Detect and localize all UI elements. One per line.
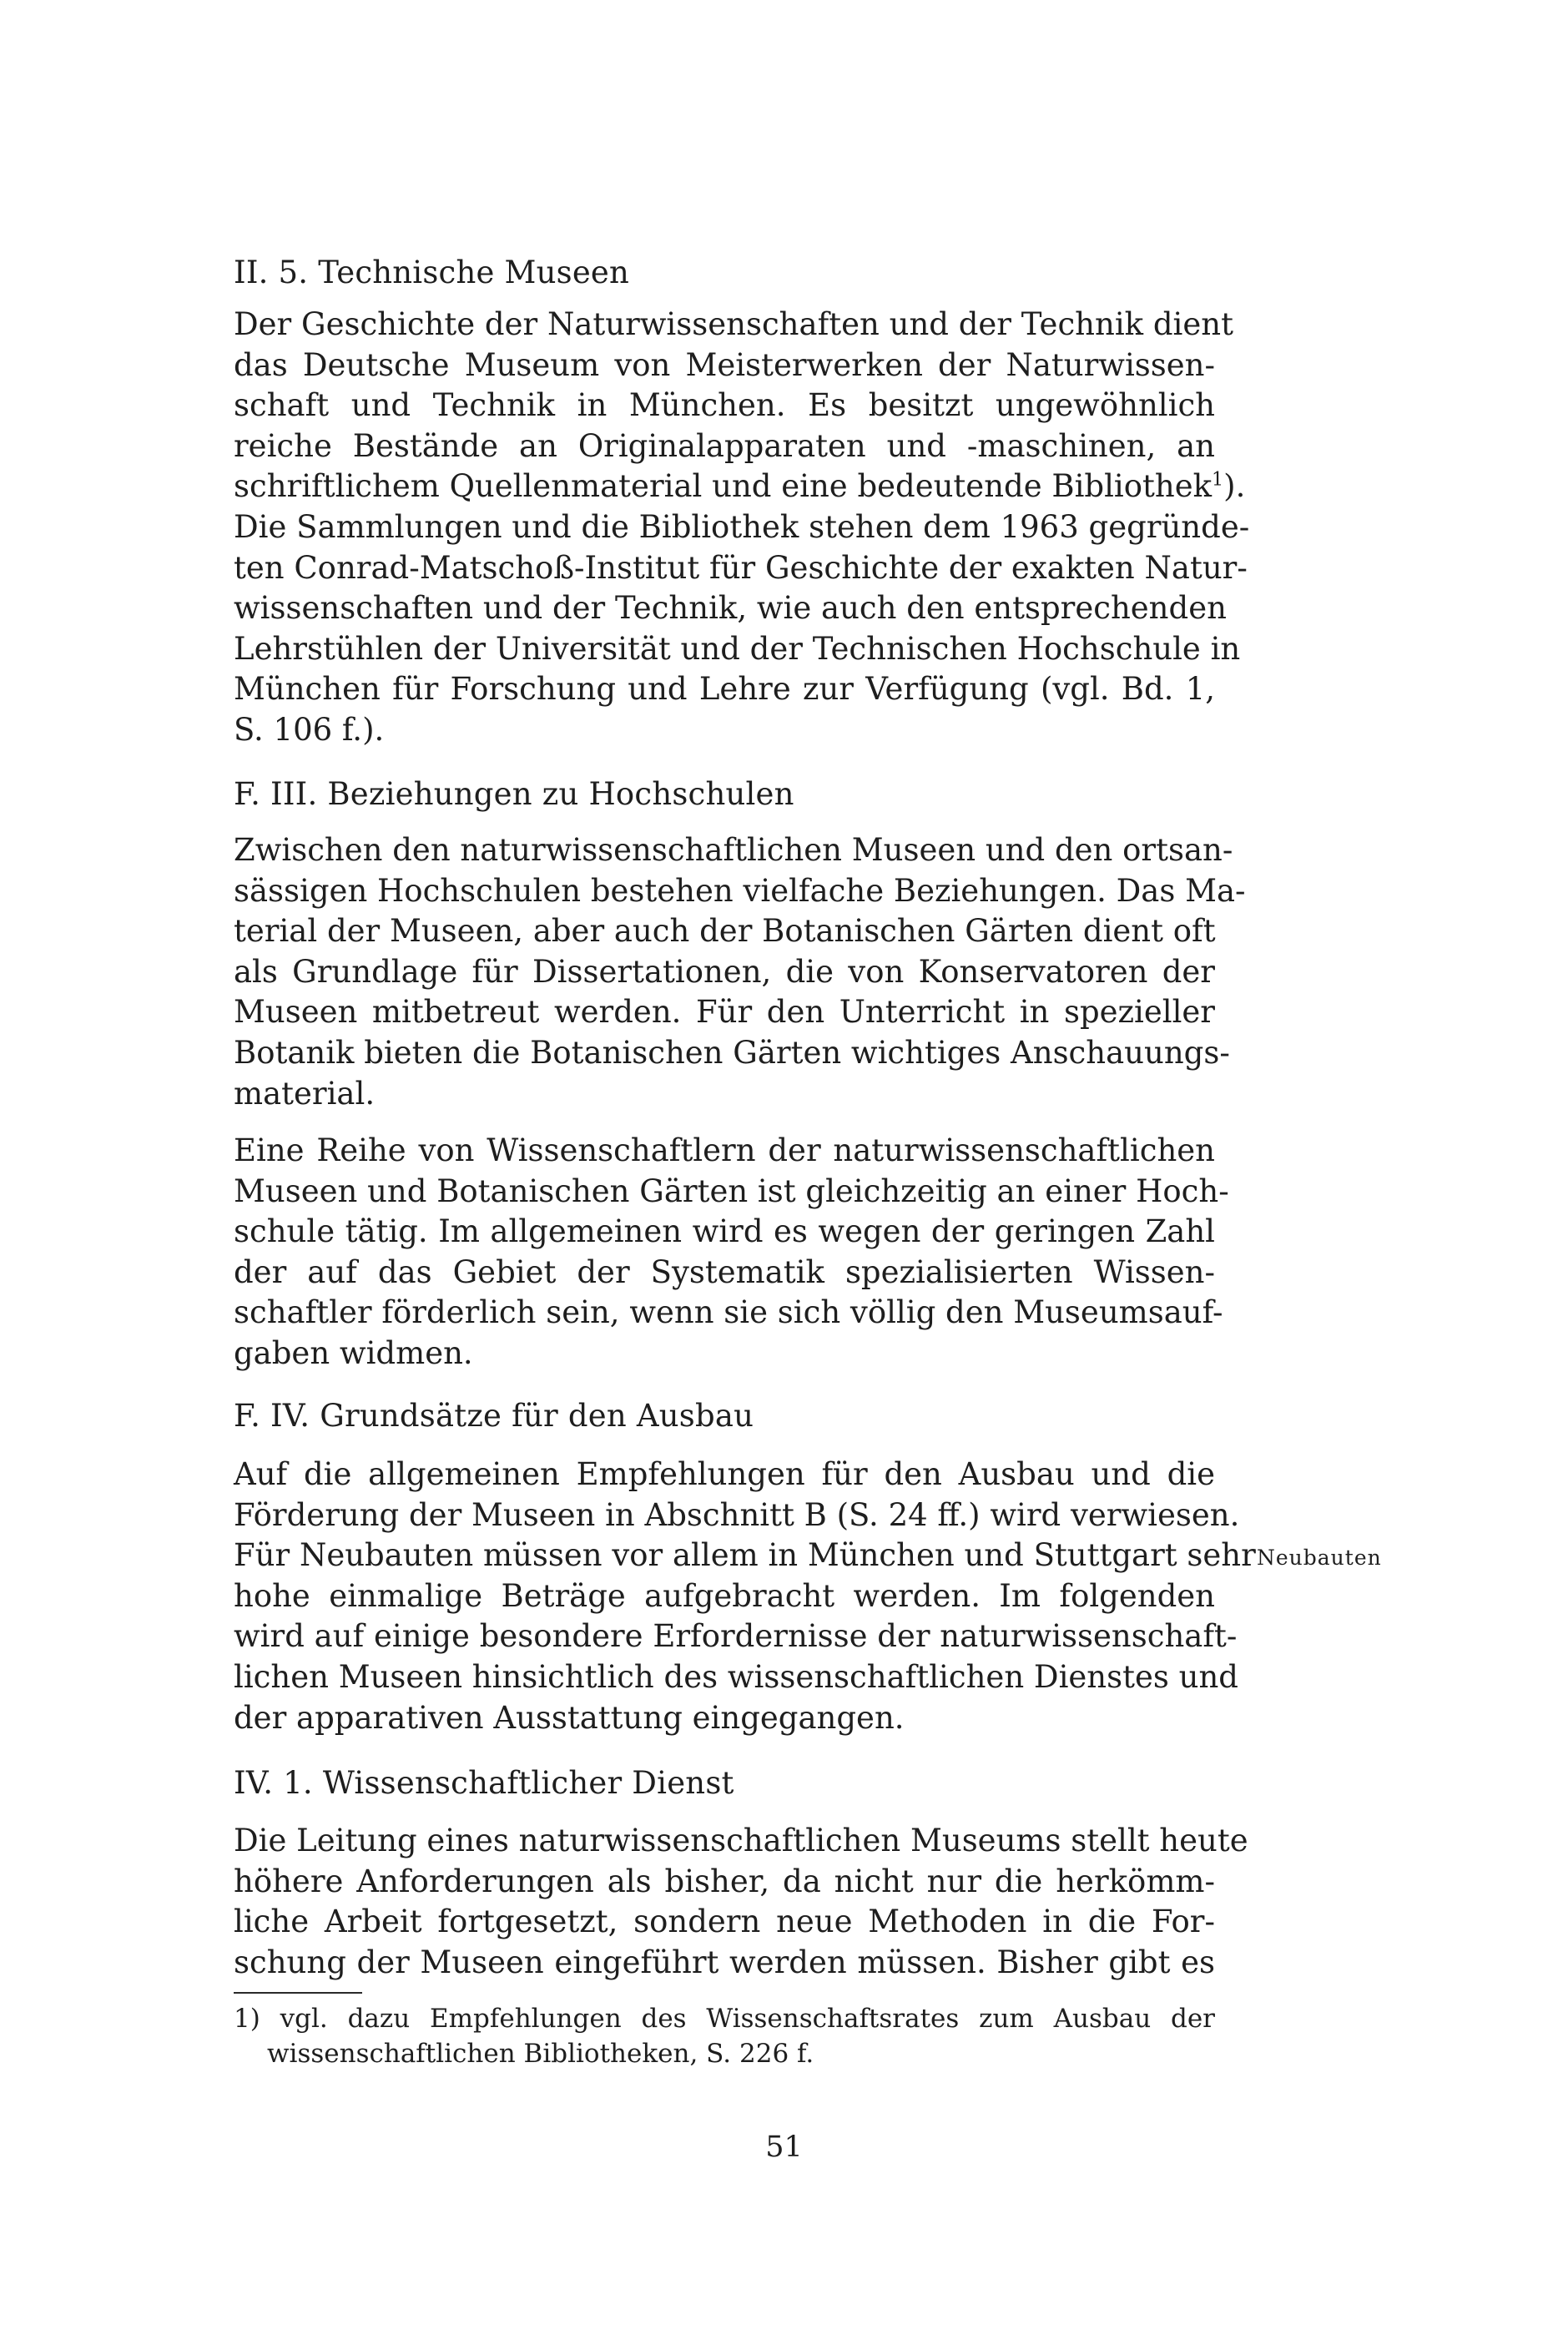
text-line: reiche Bestände an Originalapparaten und -maschinen, an [234,427,1215,464]
text-line: lichen Museen hinsichtlich des wissenschaftlichen Dienstes und [234,1658,1238,1695]
text-line: Botanik bieten die Botanischen Gärten wichtiges Anschauungs- [234,1034,1230,1071]
footnote [234,2001,1215,2071]
text-line: München für Forschung und Lehre zur Verfügung (vgl. Bd. 1, [234,671,1215,708]
text-line: Der Geschichte der Naturwissenschaften und der Technik dient [234,306,1233,342]
page-number: 51 [765,2131,803,2164]
text-line: Auf die allgemeinen Empfehlungen für den Ausbau und die [234,1456,1215,1492]
paragraph-wissenschaftlicher-dienst [234,1821,1248,1983]
section-heading-technische-museen: II. 5. Technische Museen [234,255,630,290]
section-heading-grundsaetze-fuer-den-ausbau: F. IV. Grundsätze für den Ausbau [234,1398,754,1434]
paragraph-technische-museen [234,305,1250,751]
text-line-with-footnote-ref [234,466,1246,507]
section-heading-beziehungen-zu-hochschulen: F. III. Beziehungen zu Hochschulen [234,776,794,812]
text-line: liche Arbeit fortgesetzt, sondern neue Methoden in die For- [234,1904,1215,1940]
text-line: Eine Reihe von Wissenschaftlern der naturwissenschaftlichen [234,1132,1215,1168]
text-line: Die Sammlungen und die Bibliothek stehen dem 1963 gegründe- [234,508,1250,545]
text-line: höhere Anforderungen als bisher, da nicht nur die herkömm- [234,1863,1215,1899]
footnote-line: wissenschaftlichen Bibliotheken, S. 226 f. [267,2039,814,2069]
text-line: wissenschaften und der Technik, wie auch den entsprechenden [234,590,1227,627]
text-line: schriftlichem Quellenmaterial und eine bedeutende Bibliothek [234,468,1213,505]
text-line: ten Conrad-Matschoß-Institut für Geschichte der exakten Natur- [234,549,1248,586]
text-line: sässigen Hochschulen bestehen vielfache Beziehungen. Das Ma- [234,872,1246,909]
text-line: Zwischen den naturwissenschaftlichen Museen und den ortsan- [234,832,1233,868]
text-line: schaftler förderlich sein, wenn sie sich völlig den Museumsauf- [234,1294,1223,1331]
text-line: Museen und Botanischen Gärten ist gleichzeitig an einer Hoch- [234,1172,1229,1209]
text-line: der apparativen Ausstattung eingegangen. [234,1699,905,1736]
text-line: das Deutsche Museum von Meisterwerken der Naturwissen- [234,346,1215,383]
paragraph-beziehungen-1 [234,830,1246,1114]
footnote-line [234,2001,1215,2036]
section-heading-wissenschaftlicher-dienst: IV. 1. Wissenschaftlicher Dienst [234,1765,734,1801]
text-line: als Grundlage für Dissertationen, die von Konservatoren der [234,953,1215,990]
footnote-divider [234,1992,362,1994]
footnote-ref-suffix: ). [1223,468,1246,505]
text-line: hohe einmalige Beträge aufgebracht werden. Im folgenden [234,1577,1215,1614]
footnote-text: vgl. dazu Empfehlungen des Wissenschaftsrates zum Ausbau der [280,2004,1215,2034]
marginal-note: Neubauten [1257,1546,1382,1570]
text-line: Lehrstühlen der Universität und der Technischen Hochschule in [234,630,1241,667]
text-line: wird auf einige besondere Erfordernisse der naturwissenschaft- [234,1618,1238,1655]
footnote-marker: 1) [234,2004,260,2034]
text-line: schule tätig. Im allgemeinen wird es wegen der geringen Zahl [234,1213,1215,1250]
text-line: schung der Museen eingeführt werden müssen. Bisher gibt es [234,1944,1215,1980]
text-line: schaft und Technik in München. Es besitzt ungewöhnlich [234,387,1215,424]
text-line: Für Neubauten müssen vor allem in München und Stuttgart sehr [234,1537,1256,1574]
text-line: der auf das Gebiet der Systematik spezialisierten Wissen- [234,1253,1215,1290]
text-line: Förderung der Museen in Abschnitt B (S. 24 ff.) wird verwiesen. [234,1496,1240,1533]
footnote-reference: 1 [1212,469,1224,492]
paragraph-grundsaetze [234,1455,1256,1738]
text-line: S. 106 f.). [234,711,385,748]
text-line: terial der Museen, aber auch der Botanischen Gärten dient oft [234,913,1216,950]
paragraph-beziehungen-2 [234,1131,1229,1374]
text-line: gaben widmen. [234,1334,473,1371]
text-line: Museen mitbetreut werden. Für den Unterricht in spezieller [234,994,1215,1031]
text-line: Die Leitung eines naturwissenschaftlichen Museums stellt heute [234,1823,1248,1858]
text-line: material. [234,1075,376,1112]
